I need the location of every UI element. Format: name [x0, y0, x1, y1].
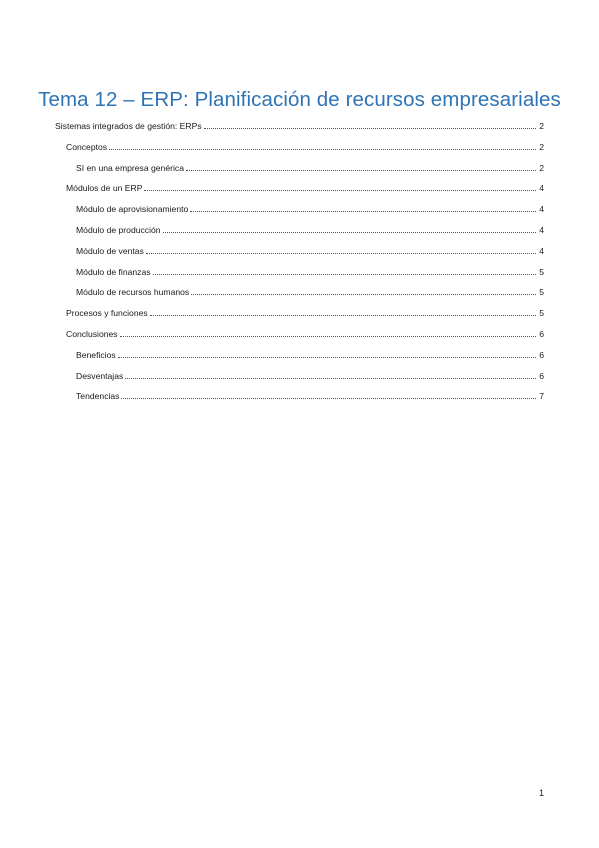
toc-entry-label: Módulo de recursos humanos	[76, 287, 190, 298]
toc-dot-leader	[118, 357, 537, 358]
toc-entry-page: 6	[539, 329, 544, 339]
toc-entry-page: 4	[539, 204, 544, 215]
toc-entry[interactable]	[76, 222, 544, 236]
toc-dot-leader	[153, 274, 537, 275]
toc-entry[interactable]	[66, 326, 544, 340]
toc-entry-page: 7	[539, 391, 544, 402]
toc-entry[interactable]	[76, 284, 544, 298]
toc-entry-label: Conceptos	[66, 141, 108, 152]
toc-entry[interactable]	[76, 201, 544, 215]
toc-dot-leader	[204, 128, 537, 129]
toc-entry[interactable]	[76, 347, 544, 361]
page-number: 1	[538, 788, 544, 798]
toc-entry[interactable]	[76, 388, 544, 402]
toc-entry-label: Módulo de producción	[76, 225, 161, 235]
toc-entry-label: Conclusiones	[66, 329, 118, 339]
toc-dot-leader	[190, 211, 536, 212]
toc-entry-label: SI en una empresa genérica	[76, 162, 184, 173]
toc-entry[interactable]	[66, 305, 544, 319]
toc-dot-leader	[120, 336, 537, 337]
toc-dot-leader	[163, 232, 537, 233]
toc-dot-leader	[125, 378, 536, 379]
toc-entry-page: 6	[539, 349, 544, 360]
toc-entry[interactable]	[76, 368, 544, 382]
toc-dot-leader	[146, 253, 536, 254]
toc-entry-label: Desventajas	[76, 370, 124, 381]
toc-entry-page: 6	[539, 370, 544, 381]
toc-entry-page: 5	[539, 287, 544, 298]
toc-entry-page: 2	[539, 162, 544, 173]
toc-dot-leader	[150, 315, 537, 316]
toc-dot-leader	[109, 149, 536, 150]
toc-entry[interactable]	[55, 118, 544, 132]
toc-entry-label: Tendencias	[76, 391, 120, 402]
toc-entry[interactable]	[66, 180, 544, 194]
toc-entry-page: 5	[539, 266, 544, 277]
toc-dot-leader	[121, 398, 536, 399]
toc-entry-label: Beneficios	[76, 349, 116, 360]
toc-entry-label: Módulos de un ERP	[66, 183, 143, 194]
toc-entry-label: Módulo de finanzas	[76, 266, 151, 277]
toc-entry-page: 4	[539, 183, 544, 194]
toc-entry-page: 4	[539, 245, 544, 256]
toc-dot-leader	[186, 170, 536, 171]
toc-entry[interactable]	[76, 160, 544, 174]
toc-entry-label: Sistemas integrados de gestión: ERPs	[55, 121, 202, 131]
toc-dot-leader	[191, 294, 536, 295]
toc-entry[interactable]	[76, 264, 544, 278]
toc-entry-page: 5	[539, 308, 544, 319]
toc-entry[interactable]	[76, 243, 544, 257]
toc-entry-label: Módulo de aprovisionamiento	[76, 204, 189, 215]
toc-entry[interactable]	[66, 139, 544, 153]
toc-dot-leader	[144, 190, 536, 191]
toc-entry-label: Procesos y funciones	[66, 308, 148, 319]
toc-entry-page: 2	[539, 121, 544, 131]
document-title: Tema 12 – ERP: Planificación de recursos empresariales	[38, 88, 561, 111]
toc-entry-page: 4	[539, 225, 544, 235]
toc-entry-label: Módulo de ventas	[76, 245, 144, 256]
toc-entry-page: 2	[539, 141, 544, 152]
